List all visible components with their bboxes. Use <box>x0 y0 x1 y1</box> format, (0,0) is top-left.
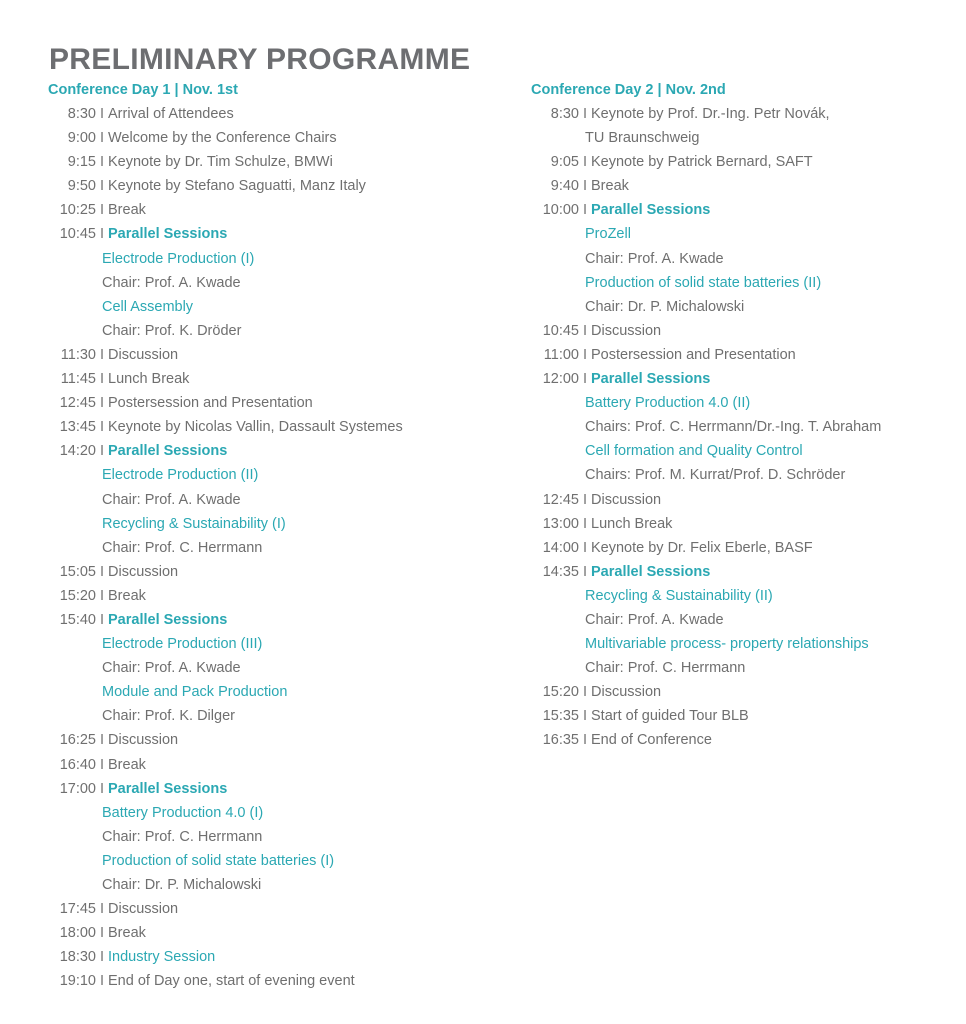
schedule-row <box>531 680 951 704</box>
schedule-row <box>48 728 488 752</box>
time-separator: I <box>99 419 105 436</box>
schedule-item: Keynote by Stefano Saguatti, Manz Italy <box>108 178 366 195</box>
schedule-row <box>531 439 951 463</box>
session-title: Production of solid state batteries (I) <box>102 852 335 869</box>
time-separator: I <box>582 322 588 339</box>
schedule-item: Chair: Prof. K. Dilger <box>102 708 235 725</box>
time-separator: I <box>99 443 105 460</box>
time-separator: I <box>582 491 588 508</box>
time-separator: I <box>582 346 588 363</box>
schedule-time: 15:05 <box>59 563 96 580</box>
schedule-time: 11:00 <box>543 346 579 363</box>
schedule-time: 10:45 <box>59 226 96 243</box>
time-separator: I <box>582 202 588 219</box>
session-title: Parallel Sessions <box>108 226 228 243</box>
schedule-row <box>531 704 951 728</box>
schedule-row <box>531 150 951 174</box>
schedule-time: 15:20 <box>542 684 579 701</box>
schedule-time: 14:00 <box>542 539 579 556</box>
schedule-time: 12:45 <box>542 491 579 508</box>
schedule-item: Keynote by Prof. Dr.-Ing. Petr Novák, <box>591 106 830 122</box>
schedule-time: 16:40 <box>59 756 96 773</box>
schedule-row <box>531 415 951 439</box>
schedule-time: 15:20 <box>59 587 96 604</box>
schedule-time: 13:45 <box>59 419 96 436</box>
time-separator: I <box>582 563 588 580</box>
schedule-row <box>48 536 488 560</box>
schedule-row <box>48 656 488 680</box>
schedule-time: 9:15 <box>67 154 96 171</box>
time-separator: I <box>582 708 588 725</box>
schedule-row <box>531 222 951 246</box>
schedule-item: Discussion <box>108 901 179 918</box>
schedule-item: End of Day one, start of evening event <box>108 973 355 990</box>
schedule-item: Chair: Prof. A. Kwade <box>102 660 241 677</box>
schedule-time: 16:25 <box>59 732 96 749</box>
schedule-row <box>48 801 488 825</box>
schedule-time: 12:45 <box>59 395 96 412</box>
schedule-time: 9:00 <box>67 130 96 147</box>
schedule-row <box>48 873 488 897</box>
schedule-time: 16:35 <box>542 732 579 749</box>
session-title: Industry Session <box>108 949 216 966</box>
schedule-time: 13:00 <box>542 515 579 532</box>
schedule-item: Chair: Prof. A. Kwade <box>102 491 241 508</box>
session-title: Cell Assembly <box>102 298 194 315</box>
session-title: Recycling & Sustainability (II) <box>585 587 773 604</box>
schedule-item: Keynote by Patrick Bernard, SAFT <box>591 154 813 171</box>
session-title: Production of solid state batteries (II) <box>585 274 822 291</box>
time-separator: I <box>99 732 105 749</box>
schedule-row <box>48 825 488 849</box>
session-title: Parallel Sessions <box>591 202 711 219</box>
schedule-item: Discussion <box>591 491 662 508</box>
session-title: Cell formation and Quality Control <box>585 443 803 460</box>
time-separator: I <box>99 154 105 171</box>
schedule-item: Break <box>108 202 146 219</box>
schedule-row <box>48 198 488 222</box>
schedule-item: Break <box>108 756 146 773</box>
schedule-item: Break <box>108 925 146 942</box>
schedule-item: Lunch Break <box>108 371 190 388</box>
time-separator: I <box>99 106 105 122</box>
schedule-item: Keynote by Dr. Tim Schulze, BMWi <box>108 154 333 171</box>
session-title: Parallel Sessions <box>108 611 228 628</box>
time-separator: I <box>582 515 588 532</box>
schedule-time: 11:45 <box>60 371 96 388</box>
schedule-row <box>48 295 488 319</box>
schedule-row <box>48 174 488 198</box>
schedule-row <box>48 704 488 728</box>
schedule-row <box>48 247 488 271</box>
time-separator: I <box>99 371 105 388</box>
schedule-time: 8:30 <box>550 106 579 122</box>
time-separator: I <box>99 973 105 990</box>
schedule-item: Chair: Prof. A. Kwade <box>102 274 241 291</box>
schedule-row <box>531 536 951 560</box>
schedule-time: 17:45 <box>59 901 96 918</box>
schedule-time: 15:35 <box>542 708 579 725</box>
day2-schedule <box>531 102 951 753</box>
time-separator: I <box>99 395 105 412</box>
day1-heading: Conference Day 1 | Nov. 1st <box>48 82 238 98</box>
session-title: Parallel Sessions <box>108 443 228 460</box>
schedule-time: 12:00 <box>542 371 579 388</box>
schedule-row <box>531 512 951 536</box>
session-title: ProZell <box>585 226 631 243</box>
schedule-row <box>531 295 951 319</box>
schedule-item: Postersession and Presentation <box>591 346 796 363</box>
time-separator: I <box>582 732 588 749</box>
schedule-time: 10:45 <box>542 322 579 339</box>
schedule-item: Chair: Prof. C. Herrmann <box>102 828 263 845</box>
schedule-row <box>531 728 951 752</box>
schedule-time: 17:00 <box>59 780 96 797</box>
schedule-item: End of Conference <box>591 732 712 749</box>
schedule-item: Discussion <box>591 322 662 339</box>
session-title: Electrode Production (III) <box>102 636 263 653</box>
schedule-time: 15:40 <box>59 611 96 628</box>
time-separator: I <box>99 346 105 363</box>
schedule-row <box>48 969 488 993</box>
schedule-item: Welcome by the Conference Chairs <box>108 130 337 147</box>
schedule-item: Chair: Prof. C. Herrmann <box>585 660 746 677</box>
time-separator: I <box>99 780 105 797</box>
schedule-row <box>531 126 951 150</box>
session-title: Parallel Sessions <box>591 371 711 388</box>
schedule-row <box>48 753 488 777</box>
session-title: Electrode Production (I) <box>102 250 255 267</box>
schedule-item: Discussion <box>591 684 662 701</box>
schedule-row <box>48 488 488 512</box>
day1-column <box>48 78 488 993</box>
schedule-row <box>48 271 488 295</box>
time-separator: I <box>99 226 105 243</box>
session-title: Multivariable process- property relationships <box>585 636 869 653</box>
schedule-row <box>48 849 488 873</box>
time-separator: I <box>582 106 588 122</box>
schedule-row <box>48 463 488 487</box>
time-separator: I <box>99 587 105 604</box>
schedule-item: Discussion <box>108 346 179 363</box>
schedule-item: TU Braunschweig <box>585 130 700 147</box>
schedule-time: 9:50 <box>67 178 96 195</box>
schedule-row <box>48 777 488 801</box>
schedule-item: Chairs: Prof. C. Herrmann/Dr.-Ing. T. Abraham <box>585 419 882 436</box>
schedule-row <box>48 608 488 632</box>
session-title: Module and Pack Production <box>102 684 288 701</box>
schedule-row <box>531 488 951 512</box>
schedule-row <box>48 897 488 921</box>
schedule-row <box>48 680 488 704</box>
schedule-item: Discussion <box>108 563 179 580</box>
schedule-row <box>48 415 488 439</box>
time-separator: I <box>582 539 588 556</box>
schedule-row <box>531 632 951 656</box>
schedule-time: 9:40 <box>550 178 579 195</box>
schedule-item: Chair: Prof. A. Kwade <box>585 250 724 267</box>
time-separator: I <box>582 154 588 171</box>
session-title: Recycling & Sustainability (I) <box>102 515 286 532</box>
schedule-row <box>531 656 951 680</box>
schedule-time: 14:35 <box>542 563 579 580</box>
schedule-row <box>48 560 488 584</box>
schedule-time: 10:00 <box>542 202 579 219</box>
day2-column <box>531 78 951 753</box>
time-separator: I <box>582 178 588 195</box>
time-separator: I <box>99 949 105 966</box>
schedule-item: Chair: Prof. C. Herrmann <box>102 539 263 556</box>
schedule-item: Break <box>591 178 629 195</box>
schedule-item: Chair: Dr. P. Michalowski <box>585 298 745 315</box>
schedule-item: Keynote by Nicolas Vallin, Dassault Systemes <box>108 419 403 436</box>
schedule-row <box>48 632 488 656</box>
schedule-row <box>531 391 951 415</box>
session-title: Parallel Sessions <box>108 780 228 797</box>
schedule-time: 10:25 <box>59 202 96 219</box>
schedule-row <box>48 222 488 246</box>
time-separator: I <box>99 901 105 918</box>
schedule-row <box>531 102 951 126</box>
time-separator: I <box>99 756 105 773</box>
schedule-item: Keynote by Dr. Felix Eberle, BASF <box>591 539 813 556</box>
schedule-row <box>531 174 951 198</box>
time-separator: I <box>99 563 105 580</box>
schedule-row <box>48 102 488 126</box>
schedule-row <box>48 126 488 150</box>
schedule-time: 9:05 <box>550 154 579 171</box>
schedule-row <box>48 512 488 536</box>
session-title: Parallel Sessions <box>591 563 711 580</box>
time-separator: I <box>582 371 588 388</box>
schedule-row <box>48 367 488 391</box>
session-title: Battery Production 4.0 (I) <box>102 804 264 821</box>
schedule-row <box>531 584 951 608</box>
time-separator: I <box>99 130 105 147</box>
schedule-row <box>48 439 488 463</box>
schedule-time: 14:20 <box>59 443 96 460</box>
schedule-row <box>531 463 951 487</box>
day2-heading: Conference Day 2 | Nov. 2nd <box>531 82 726 98</box>
schedule-row <box>531 319 951 343</box>
schedule-row <box>531 247 951 271</box>
time-separator: I <box>99 925 105 942</box>
session-title: Battery Production 4.0 (II) <box>585 395 751 412</box>
page-title: PRELIMINARY PROGRAMME <box>49 43 471 76</box>
schedule-time: 8:30 <box>67 106 96 122</box>
schedule-item: Lunch Break <box>591 515 673 532</box>
schedule-row <box>531 198 951 222</box>
schedule-item: Chairs: Prof. M. Kurrat/Prof. D. Schröder <box>585 467 846 484</box>
time-separator: I <box>99 611 105 628</box>
schedule-row <box>48 391 488 415</box>
schedule-time: 18:30 <box>59 949 96 966</box>
schedule-time: 18:00 <box>59 925 96 942</box>
schedule-item: Postersession and Presentation <box>108 395 313 412</box>
schedule-item: Chair: Dr. P. Michalowski <box>102 877 262 893</box>
time-separator: I <box>99 178 105 195</box>
schedule-row <box>531 367 951 391</box>
schedule-item: Start of guided Tour BLB <box>591 708 749 725</box>
schedule-item: Arrival of Attendees <box>108 106 234 122</box>
schedule-time: 19:10 <box>59 973 96 990</box>
schedule-row <box>48 319 488 343</box>
time-separator: I <box>99 202 105 219</box>
schedule-row <box>48 343 488 367</box>
schedule-row <box>48 921 488 945</box>
schedule-row <box>531 608 951 632</box>
schedule-row <box>531 560 951 584</box>
schedule-item: Chair: Prof. A. Kwade <box>585 611 724 628</box>
schedule-item: Discussion <box>108 732 179 749</box>
day1-schedule <box>48 102 488 993</box>
schedule-time: 11:30 <box>60 346 96 363</box>
schedule-row <box>531 343 951 367</box>
time-separator: I <box>582 684 588 701</box>
schedule-row <box>531 271 951 295</box>
schedule-row <box>48 945 488 969</box>
schedule-item: Break <box>108 587 146 604</box>
session-title: Electrode Production (II) <box>102 467 259 484</box>
schedule-row <box>48 584 488 608</box>
schedule-item: Chair: Prof. K. Dröder <box>102 322 242 339</box>
schedule-row <box>48 150 488 174</box>
